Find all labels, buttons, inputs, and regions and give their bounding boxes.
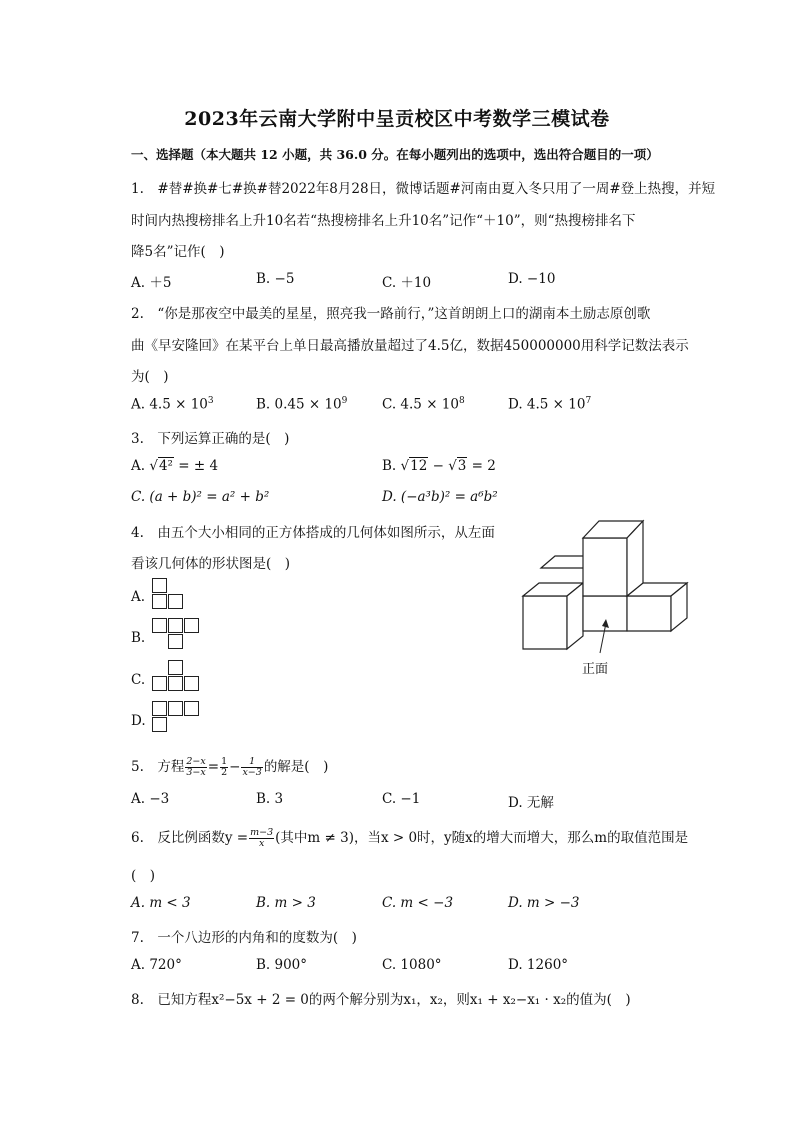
q7-option-d[interactable]: D. 1260° bbox=[508, 957, 569, 973]
q3-option-b[interactable]: B. √12 − √3 = 2 bbox=[382, 458, 496, 474]
q5-option-c[interactable]: C. −1 bbox=[382, 791, 421, 807]
q3-line1: 3. 下列运算正确的是( ) bbox=[131, 431, 290, 447]
q2-line2: 曲《早安隆回》在某平台上单日最高播放量超过了4.5亿，数据450000000用科学记数法表示 bbox=[131, 338, 689, 354]
cube-stack-figure bbox=[520, 518, 690, 656]
q8-line1: 8. 已知方程x²−5x + 2 = 0的两个解分别为x₁，x₂，则x₁ + x₂−x₁ · x₂的值为( ) bbox=[131, 992, 631, 1008]
exam-title: 2023年云南大学附中呈贡校区中考数学三模试卷 bbox=[184, 108, 610, 130]
q4-line2: 看该几何体的形状图是( ) bbox=[131, 556, 291, 572]
q1-line2: 时间内热搜榜排名上升10名若“热搜榜排名上升10名”记作“＋10”，则“热搜榜排名下 bbox=[131, 213, 636, 229]
q6-option-d[interactable]: D. m > −3 bbox=[508, 895, 580, 911]
q2-line1: 2. “你是那夜空中最美的星星，照亮我一路前行，”这首朗朗上口的湖南本土励志原创歌 bbox=[131, 306, 651, 322]
q7-option-c[interactable]: C. 1080° bbox=[382, 957, 442, 973]
q1-line3: 降5名”记作( ) bbox=[131, 244, 225, 260]
q4-option-a-label[interactable]: A. bbox=[131, 589, 146, 605]
q1-option-c[interactable]: C. ＋10 bbox=[382, 275, 432, 291]
q2-option-c[interactable]: C. $4.5 \times 10^8$ bbox=[382, 396, 465, 413]
q7-option-b[interactable]: B. 900° bbox=[256, 957, 308, 973]
q4-line1: 4. 由五个大小相同的正方体搭成的几何体如图所示，从左面 bbox=[131, 525, 495, 541]
q5-option-a[interactable]: A. −3 bbox=[131, 791, 170, 807]
q4-option-d-label[interactable]: D. bbox=[131, 713, 146, 729]
q3-option-a[interactable]: A. √4² = ± 4 bbox=[131, 458, 219, 474]
q1-option-d[interactable]: D. −10 bbox=[508, 271, 556, 287]
q1-option-a[interactable]: A. ＋5 bbox=[131, 275, 172, 291]
q4-option-b-label[interactable]: B. bbox=[131, 630, 146, 646]
q3-option-d[interactable]: D. (−a³b)² = a⁶b² bbox=[382, 489, 498, 505]
q4-option-c-label[interactable]: C. bbox=[131, 672, 146, 688]
q6-option-b[interactable]: B. m > 3 bbox=[256, 895, 316, 911]
q5-option-b[interactable]: B. 3 bbox=[256, 791, 284, 807]
q6-line2: ( ) bbox=[131, 868, 156, 884]
q6-line1: 6. 反比例函数y = $\frac{m-3}{x}$ (其中m ≠ 3)，当x > 0时，y随x的增大而增大，那么m的取值范围是 bbox=[131, 827, 689, 849]
q7-option-a[interactable]: A. 720° bbox=[131, 957, 182, 973]
q5-option-d[interactable]: D. 无解 bbox=[508, 795, 554, 811]
q6-option-c[interactable]: C. m < −3 bbox=[382, 895, 454, 911]
front-label: 正面 bbox=[582, 662, 609, 677]
q2-option-d[interactable]: D. $4.5 \times 10^7$ bbox=[508, 396, 592, 413]
section-heading: 一、选择题（本大题共 12 小题，共 36.0 分。在每小题列出的选项中，选出符合题目的一项） bbox=[131, 147, 659, 162]
q2-line3: 为( ) bbox=[131, 369, 169, 385]
q5-line1: 5. 方程 $\frac{2-x}{3-x}$ = $\frac{1}{2}$ − $\frac{1}{x-3}$ 的解是( ) bbox=[131, 756, 329, 778]
q6-option-a[interactable]: A. m < 3 bbox=[131, 895, 191, 911]
q3-option-c[interactable]: C. (a + b)² = a² + b² bbox=[131, 489, 270, 505]
q7-line1: 7. 一个八边形的内角和的度数为( ) bbox=[131, 930, 357, 946]
q1-line1: 1. #替#换#七#换#替2022年8月28日，微博话题#河南由夏入冬只用了一周#登上热搜，并短 bbox=[131, 181, 716, 197]
q2-option-b[interactable]: B. $0.45 \times 10^9$ bbox=[256, 396, 348, 413]
q1-option-b[interactable]: B. −5 bbox=[256, 271, 295, 287]
q2-option-a[interactable]: A. $4.5 \times 10^3$ bbox=[131, 396, 214, 413]
